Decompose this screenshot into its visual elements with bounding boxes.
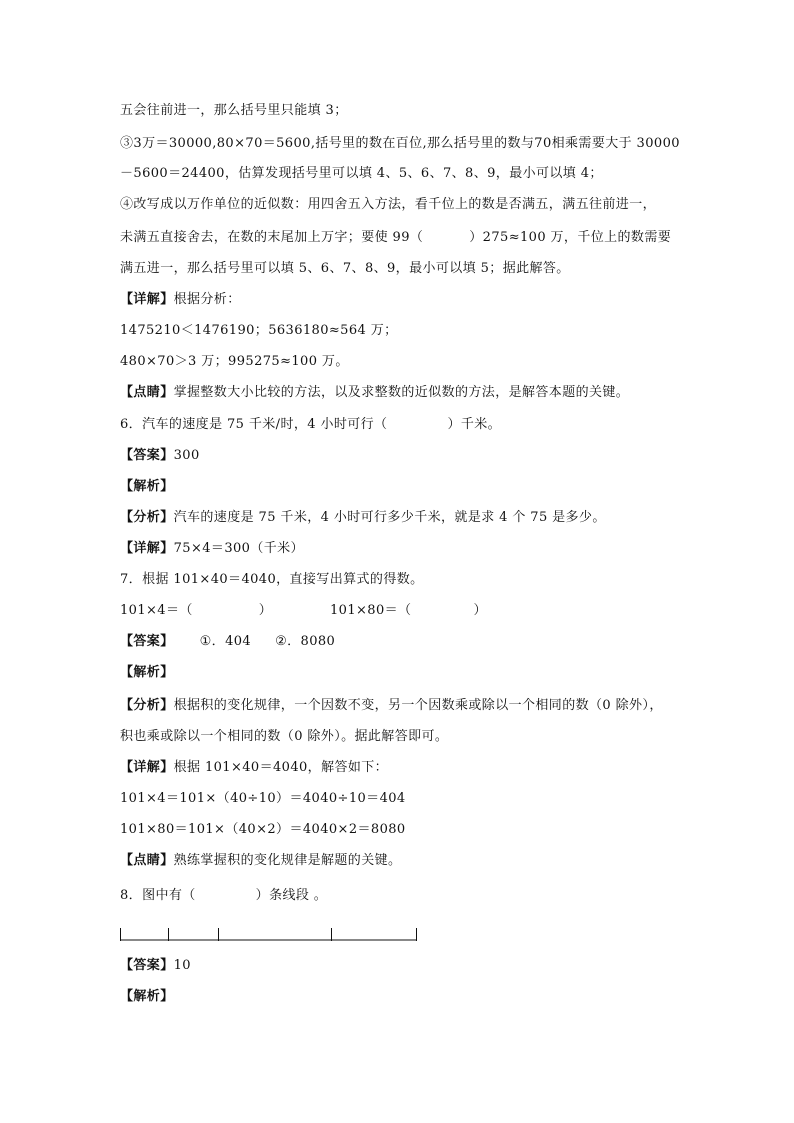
section-tag: 【点睛】 [120,853,174,868]
text-line: 1475210＜1476190；5636180≈564 万； [120,323,398,338]
question-8 [120,887,327,905]
answer-value: ①．404 [199,634,252,649]
text-line: 五会往前进一，那么括号里只能填 3； [120,103,348,118]
text-part: ）条线段 。 [255,888,328,903]
text-line [120,229,671,247]
section-tag: 【解析】 [120,479,174,494]
detail-line [120,759,388,777]
text-part: ） [473,603,487,618]
text-part: ）千米。 [447,417,502,432]
text-line: 480×70＞3 万；995275≈100 万。 [120,354,349,369]
answer-value: ②．8080 [275,634,336,649]
text-line: 101×80＝101×（40×2）＝4040×2＝8080 [120,822,406,837]
text-line: ④改写成以万作单位的近似数：用四舍五入方法，看千位上的数是否满五，满五往前进一， [120,197,657,212]
expression-line [330,602,487,620]
section-tag: 【详解】 [120,292,174,307]
section-tag: 【答案】 [120,448,174,463]
text-line: －5600＝24400，估算发现括号里可以填 4、5、6、7、8、9，最小可以填 4； [120,166,603,181]
section-tag: 【解析】 [120,665,174,680]
section-tag: 【点睛】 [120,385,174,400]
text-part: 汽车的速度是 75 千米，4 小时可行多少千米，就是求 4 个 75 是多少。 [173,510,606,525]
text-line: 积也乘或除以一个相同的数（0 除外）。据此解答即可。 [120,729,449,744]
section-tag: 【答案】 [120,958,174,973]
text-part: 根据分析： [173,292,241,307]
text-line: ③3万＝30000,80×70＝5600,括号里的数在百位,那么括号里的数与70相乘需要大于 30000 [120,136,680,151]
text-part: 根据 101×40＝4040，解答如下： [173,760,389,775]
text-part: ） [258,603,273,618]
tip-line [120,852,401,870]
question-6 [120,416,501,434]
text-line: 满五进一，那么括号里可以填 5、6、7、8、9，最小可以填 5；据此解答。 [120,261,570,276]
text-part: 未满五直接舍去，在数的末尾加上万字；要使 99（ [120,230,424,245]
text-part: 75×4＝300（千米） [173,541,304,556]
answer-value: 300 [173,448,200,463]
section-tag: 【详解】 [120,541,174,556]
detail-line [120,291,241,309]
expression-line [120,602,272,620]
section-tag: 【详解】 [120,760,174,775]
text-part: 101×80＝（ [330,603,412,618]
analysis-line [120,509,606,527]
text-part: 101×4＝（ [120,603,193,618]
section-tag: 【分析】 [120,698,174,713]
text-part: 6．汽车的速度是 75 千米/时，4 小时可行（ [120,417,388,432]
text-part: ）275≈100 万，千位上的数需要 [469,230,672,245]
answer-value: 10 [173,958,191,973]
section-tag: 【解析】 [120,989,174,1004]
text-part: 掌握整数大小比较的方法，以及求整数的近似数的方法，是解答本题的关键。 [173,385,630,400]
line-segment-figure [120,928,420,942]
detail-line [120,540,304,558]
section-tag: 【答案】 [120,634,174,649]
text-part: 熟练掌握积的变化规律是解题的关键。 [173,853,402,868]
answer-line [120,447,200,465]
section-tag: 【分析】 [120,510,174,525]
analysis-line [120,697,663,715]
text-part: 8．图中有（ [120,888,196,903]
text-line: 101×4＝101×（40÷10）＝4040÷10＝404 [120,791,406,806]
tip-line [120,384,629,402]
answer-line [120,633,335,651]
answer-line [120,957,191,975]
text-part: 根据积的变化规律，一个因数不变，另一个因数乘或除以一个相同的数（0 除外）， [173,698,663,713]
question-7: 7．根据 101×40＝4040，直接写出算式的得数。 [120,572,424,587]
